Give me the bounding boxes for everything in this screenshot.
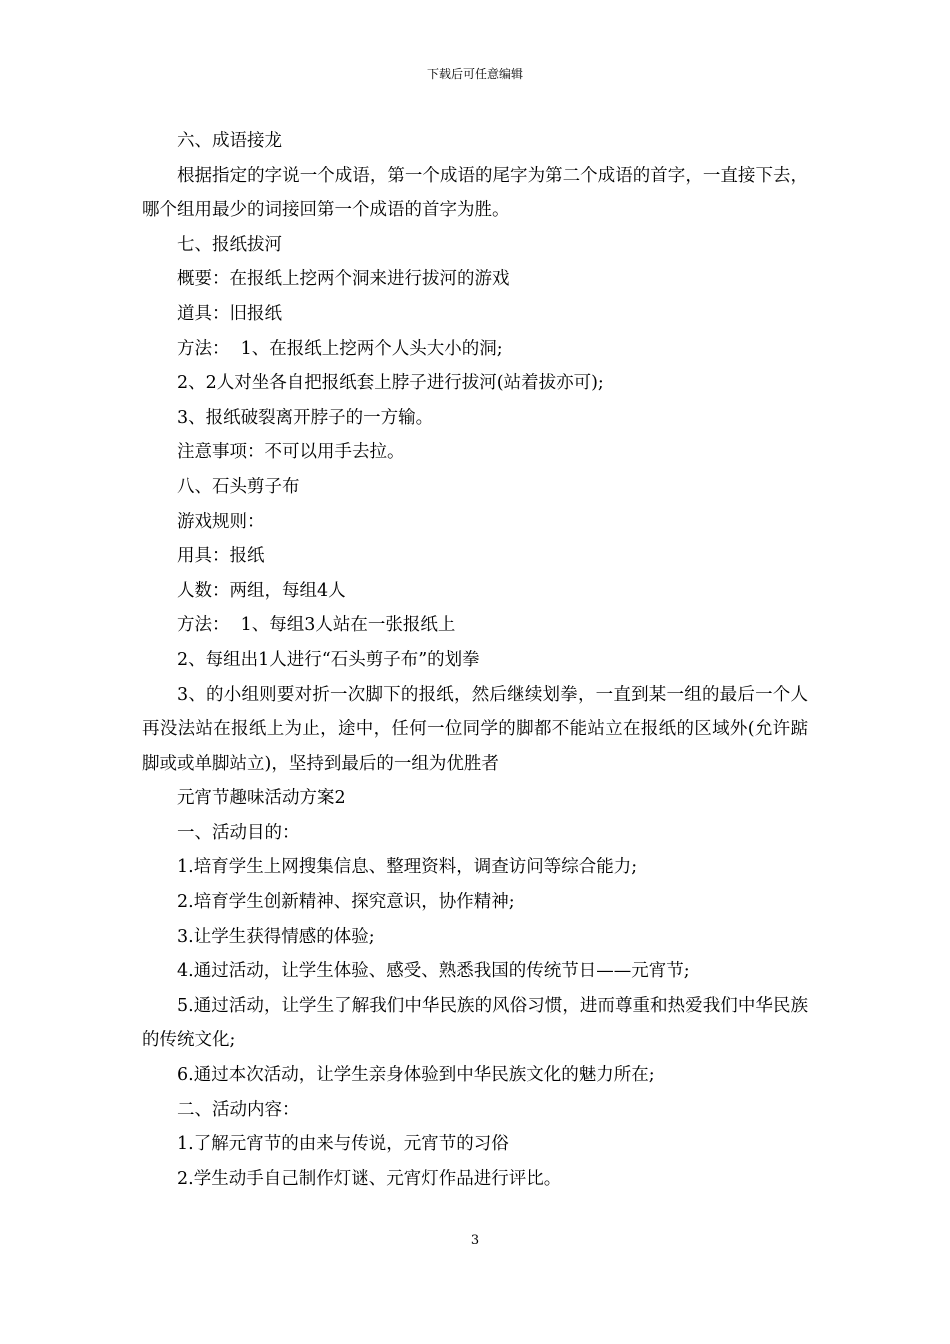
paragraph: 注意事项：不可以用手去拉。 (177, 442, 405, 463)
list-item: 1.了解元宵节的由来与传说，元宵节的习俗 (177, 1134, 509, 1155)
section-heading-activity-goals: 一、活动目的： (177, 822, 300, 843)
document-body (142, 124, 808, 1196)
paragraph: 方法： 1、每组3人站在一张报纸上 (177, 615, 456, 636)
paragraph: 2、2人对坐各自把报纸套上脖子进行拔河(站着拔亦可); (177, 373, 604, 394)
list-item: 4.通过活动，让学生体验、感受、熟悉我国的传统节日——元宵节; (177, 961, 690, 982)
list-item: 6.通过本次活动，让学生亲身体验到中华民族文化的魅力所在; (177, 1065, 655, 1086)
paragraph: 方法： 1、在报纸上挖两个人头大小的洞; (177, 338, 503, 359)
paragraph: 概要：在报纸上挖两个洞来进行拔河的游戏 (177, 269, 510, 290)
page-number: 3 (470, 1233, 480, 1248)
list-item: 1.培育学生上网搜集信息、整理资料，调查访问等综合能力; (177, 857, 638, 878)
list-item: 5.通过活动，让学生了解我们中华民族的风俗习惯，进而尊重和热爱我们中华民族的传统文化; (142, 995, 808, 1051)
section-heading-rock-paper-scissors: 八、石头剪子布 (177, 476, 300, 497)
paragraph: 道具：旧报纸 (177, 303, 282, 324)
paragraph: 用具：报纸 (177, 546, 265, 567)
section-heading-lantern-plan-2: 元宵节趣味活动方案2 (177, 788, 346, 809)
paragraph: 2、每组出1人进行“石头剪子布”的划拳 (177, 649, 480, 670)
list-item: 2.培育学生创新精神、探究意识，协作精神; (177, 892, 515, 913)
paragraph: 3、的小组则要对折一次脚下的报纸，然后继续划拳，一直到某一组的最后一个人再没法站在报纸上为止，途中，任何一位同学的脚都不能站立在报纸的区域外(允许踮脚或或单脚站立)，坚持到最后的一组为优胜者 (142, 684, 808, 774)
section-heading-idiom-chain: 六、成语接龙 (177, 131, 282, 151)
paragraph: 根据指定的字说一个成语，第一个成语的尾字为第二个成语的首字，一直接下去，哪个组用最少的词接回第一个成语的首字为胜。 (142, 165, 808, 221)
paragraph: 游戏规则： (177, 511, 265, 532)
section-heading-activity-content: 二、活动内容： (177, 1099, 300, 1120)
section-heading-newspaper-tug: 七、报纸拔河 (177, 234, 282, 255)
paragraph: 人数：两组，每组4人 (177, 580, 346, 601)
list-item: 3.让学生获得情感的体验; (177, 926, 375, 947)
list-item: 2.学生动手自己制作灯谜、元宵灯作品进行评比。 (177, 1168, 562, 1189)
paragraph: 3、报纸破裂离开脖子的一方输。 (177, 407, 434, 428)
page-header: 下载后可任意编辑 (426, 67, 523, 81)
